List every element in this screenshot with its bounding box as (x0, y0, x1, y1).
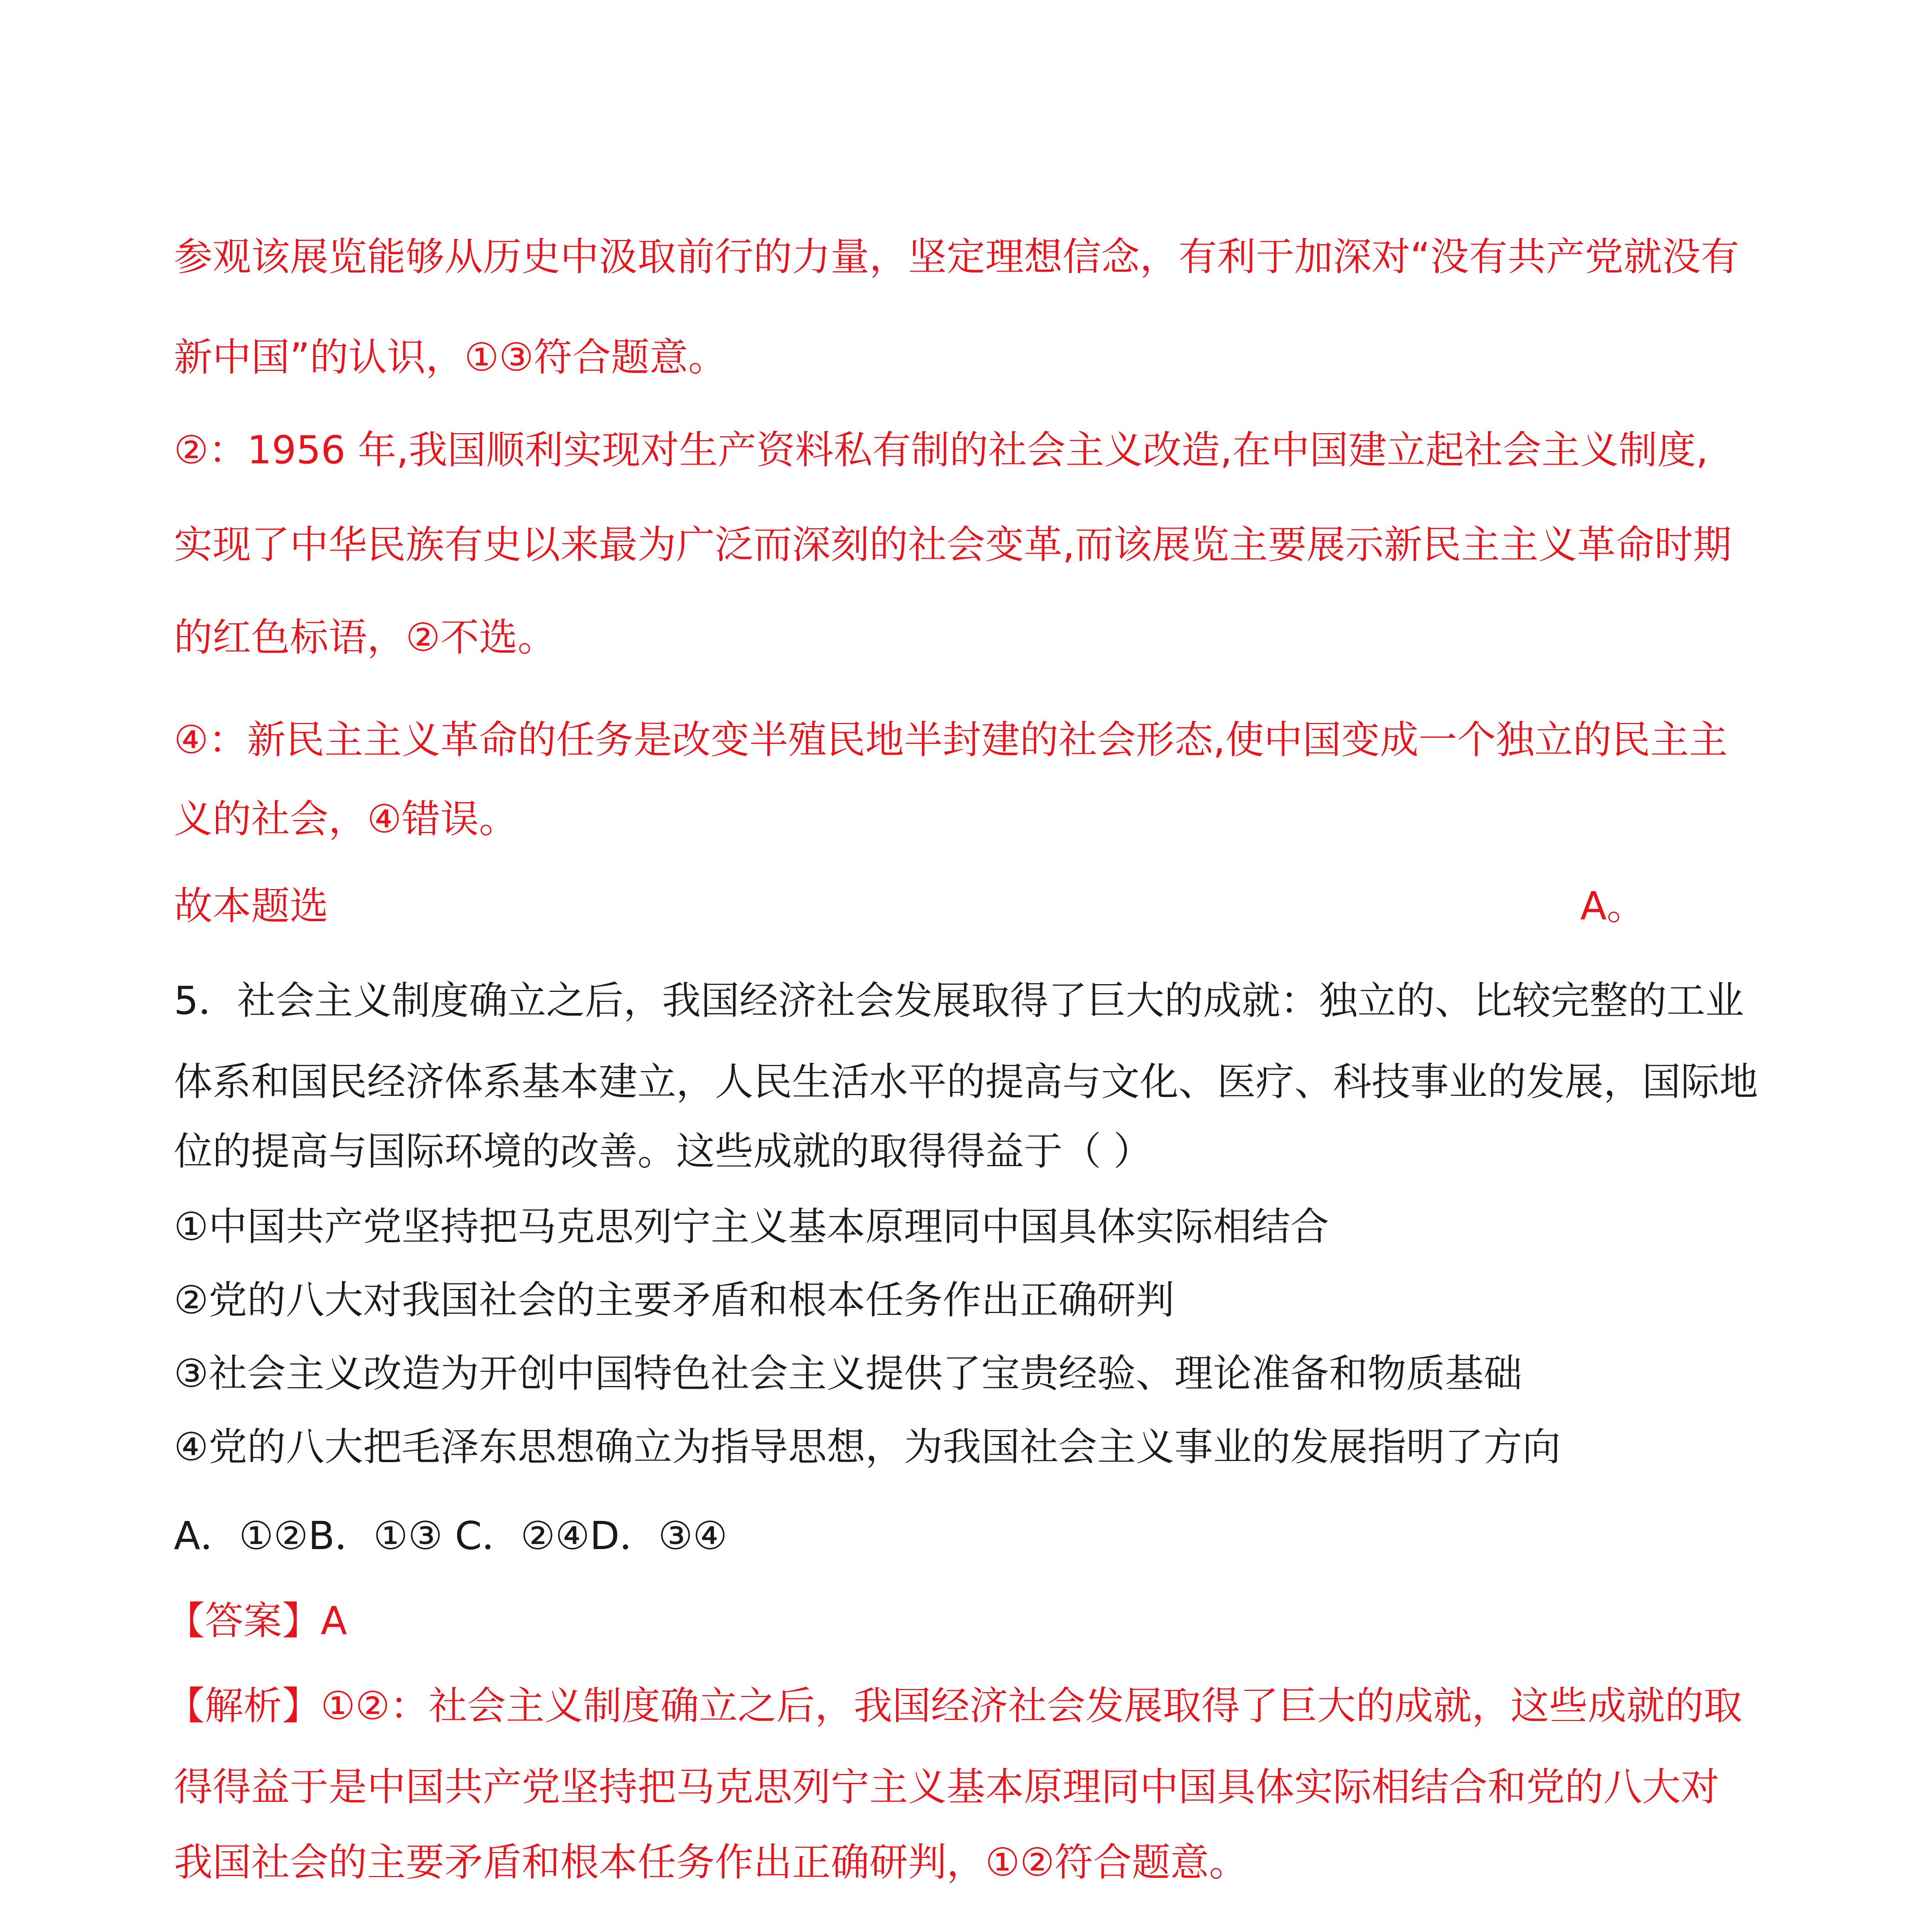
question-stem-line: 位的提高与国际环境的改善。这些成就的取得得益于（ ） (174, 1129, 1152, 1174)
analysis-line: 我国社会的主要矛盾和根本任务作出正确研判，①②符合题意。 (174, 1840, 1248, 1885)
final-answer-value: A。 (1580, 883, 1646, 929)
analysis-line: 得得益于是中国共产党坚持把马克思列宁主义基本原理同中国具体实际相结合和党的八大对 (174, 1764, 1719, 1810)
question-stem-line: 5．社会主义制度确立之后，我国经济社会发展取得了巨大的成就：独立的、比较完整的工业 (174, 978, 1744, 1023)
answer-line: 【答案】A (166, 1598, 347, 1643)
explanation-line: ②：1956 年,我国顺利实现对生产资料私有制的社会主义改造,在中国建立起社会主义制度, (174, 427, 1709, 473)
final-answer-label: 故本题选 (174, 883, 328, 929)
explanation-line: 义的社会，④错误。 (174, 796, 518, 842)
explanation-line: 实现了中华民族有史以来最为广泛而深刻的社会变革,而该展览主要展示新民主主义革命时期 (174, 522, 1732, 567)
explanation-line: 新中国”的认识，①③符合题意。 (174, 335, 727, 380)
explanation-line: 参观该展览能够从历史中汲取前行的力量，坚定理想信念，有利于加深对“没有共产党就没有 (174, 234, 1739, 279)
question-option: ②党的八大对我国社会的主要矛盾和根本任务作出正确研判 (174, 1277, 1175, 1323)
question-option: ③社会主义改造为开创中国特色社会主义提供了宝贵经验、理论准备和物质基础 (174, 1351, 1522, 1396)
question-option: ④党的八大把毛泽东思想确立为指导思想，为我国社会主义事业的发展指明了方向 (174, 1424, 1561, 1469)
explanation-line: 的红色标语，②不选。 (174, 615, 556, 660)
question-option: ①中国共产党坚持把马克思列宁主义基本原理同中国具体实际相结合 (174, 1204, 1329, 1249)
analysis-line: 【解析】①②：社会主义制度确立之后，我国经济社会发展取得了巨大的成就，这些成就的取 (166, 1683, 1743, 1728)
question-stem-line: 体系和国民经济体系基本建立，人民生活水平的提高与文化、医疗、科技事业的发展，国际地 (174, 1059, 1758, 1104)
explanation-line: ④：新民主主义革命的任务是改变半殖民地半封建的社会形态,使中国变成一个独立的民主主 (174, 717, 1728, 762)
answer-choices: A．①②B．①③ C．②④D．③④ (174, 1513, 728, 1558)
